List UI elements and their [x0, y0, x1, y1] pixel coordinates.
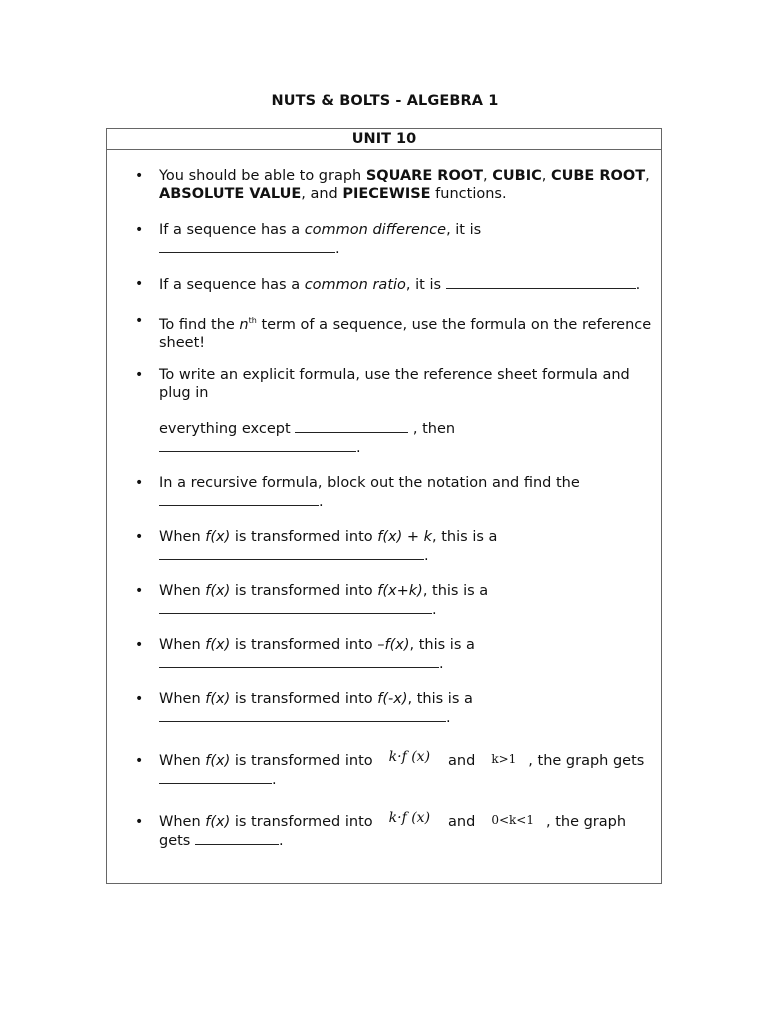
- item-text: is transformed into: [230, 529, 378, 545]
- bullet-icon: •: [135, 814, 144, 830]
- superscript: th: [248, 316, 257, 325]
- item-text: , the graph gets: [528, 753, 645, 769]
- list-item-vertical-shift: [135, 528, 659, 565]
- list-item-horizontal-shift: [135, 582, 659, 619]
- math-condition: k>1: [491, 752, 517, 766]
- math-expression: k·f (x): [388, 810, 431, 826]
- item-text: When: [159, 637, 206, 653]
- italic-term: f(x): [205, 637, 231, 653]
- bold-term: CUBE ROOT: [550, 168, 646, 184]
- italic-term: f(x): [205, 753, 231, 769]
- item-text: , it is: [446, 222, 482, 238]
- item-text: .: [335, 241, 340, 257]
- list-item-reflection-x: [135, 636, 659, 673]
- answer-blank[interactable]: [159, 654, 439, 668]
- italic-term: common difference: [304, 222, 447, 238]
- item-text: When: [159, 583, 206, 599]
- list-item-graph: [135, 167, 659, 203]
- bullet-icon: •: [135, 313, 144, 329]
- italic-term: common ratio: [304, 277, 406, 293]
- separator: , and: [301, 186, 343, 202]
- list-item-nth-term: [135, 312, 659, 352]
- page-title: NUTS & BOLTS - ALGEBRA 1: [271, 93, 499, 109]
- item-text: .: [356, 440, 361, 456]
- list-item-reflection-y: [135, 690, 659, 727]
- item-text: .: [635, 277, 641, 293]
- item-text: When: [159, 529, 206, 545]
- item-text: If a sequence has a: [159, 222, 305, 238]
- item-text: is transformed into: [230, 753, 373, 769]
- item-text: , this is a: [432, 529, 498, 545]
- math-condition: 0<k<1: [491, 813, 534, 827]
- bullet-icon: •: [135, 753, 144, 769]
- item-text: and: [448, 753, 476, 769]
- item-text: .: [424, 548, 429, 564]
- item-text: , this is a: [407, 691, 473, 707]
- bullet-icon: •: [135, 637, 144, 653]
- item-text: .: [432, 602, 437, 618]
- answer-blank[interactable]: [159, 546, 424, 560]
- italic-term: f(x): [205, 691, 231, 707]
- list-item-stretch: [135, 749, 659, 789]
- item-text: , this is a: [422, 583, 489, 599]
- italic-term: f(x): [205, 814, 231, 830]
- item-text: is transformed into: [230, 691, 378, 707]
- item-text: .: [439, 656, 444, 672]
- item-text: If a sequence has a: [159, 277, 305, 293]
- item-text: , this is a: [409, 637, 475, 653]
- item-text: .: [446, 710, 451, 726]
- italic-term: n: [239, 316, 249, 333]
- list-item-recursive: [135, 474, 659, 511]
- separator: ,: [541, 168, 551, 184]
- item-text: In a recursive formula, block out the notation and find the: [159, 475, 580, 491]
- bullet-icon: •: [135, 583, 144, 599]
- item-text: When: [159, 691, 206, 707]
- bold-term: CUBIC: [492, 168, 542, 184]
- item-text: everything except: [159, 421, 296, 437]
- item-text: is transformed into: [230, 583, 378, 599]
- bold-term: PIECEWISE: [342, 186, 431, 202]
- list-item-difference: [135, 221, 659, 258]
- item-text: When: [159, 753, 206, 769]
- bold-term: ABSOLUTE VALUE: [159, 186, 302, 202]
- separator: ,: [483, 168, 493, 184]
- answer-blank[interactable]: [159, 239, 335, 253]
- unit-box: [106, 128, 662, 884]
- item-text: and: [448, 814, 476, 830]
- item-text: , then: [408, 421, 456, 437]
- italic-term: –f(x): [377, 637, 410, 653]
- list-item-ratio: [135, 275, 659, 294]
- bullet-icon: •: [135, 475, 144, 491]
- item-text: When: [159, 814, 206, 830]
- item-text: .: [278, 833, 284, 849]
- item-text: .: [272, 772, 277, 788]
- answer-blank[interactable]: [195, 831, 279, 845]
- item-text: You should be able to graph: [159, 168, 366, 184]
- bullet-icon: •: [135, 529, 144, 545]
- unit-heading: UNIT 10: [107, 129, 661, 150]
- item-text: is transformed into: [230, 814, 373, 830]
- italic-term: f(x): [205, 583, 231, 599]
- item-text: gets: [159, 833, 195, 849]
- italic-term: f(x): [205, 529, 231, 545]
- math-expression: k·f (x): [388, 749, 431, 765]
- italic-term: f(x+k): [377, 583, 423, 599]
- bullet-icon: •: [135, 367, 144, 383]
- bold-term: SQUARE ROOT: [365, 168, 484, 184]
- answer-blank[interactable]: [446, 275, 636, 289]
- item-text: , the graph: [545, 814, 627, 830]
- item-text: is transformed into: [230, 637, 378, 653]
- item-text: To find the: [159, 316, 240, 333]
- answer-blank[interactable]: [159, 600, 432, 614]
- item-text: term of a sequence, use the formula on the reference sheet!: [159, 316, 652, 351]
- answer-blank[interactable]: [159, 438, 356, 452]
- italic-term: f(x) + k: [377, 529, 433, 545]
- bullet-icon: •: [135, 222, 144, 238]
- bullet-icon: •: [135, 168, 144, 184]
- answer-blank[interactable]: [159, 492, 319, 506]
- italic-term: f(-x): [377, 691, 408, 707]
- list-item-explicit: [135, 366, 659, 457]
- bullet-icon: •: [135, 691, 144, 707]
- item-text: To write an explicit formula, use the reference sheet formula and plug in: [159, 367, 630, 401]
- separator: ,: [645, 168, 650, 184]
- item-text: .: [319, 494, 324, 510]
- answer-blank[interactable]: [159, 708, 446, 722]
- list-item-compress: [135, 810, 659, 850]
- answer-blank[interactable]: [159, 770, 272, 784]
- answer-blank[interactable]: [295, 419, 408, 433]
- bullet-icon: •: [135, 276, 144, 292]
- item-text: functions.: [430, 186, 507, 202]
- item-text: , it is: [405, 277, 446, 293]
